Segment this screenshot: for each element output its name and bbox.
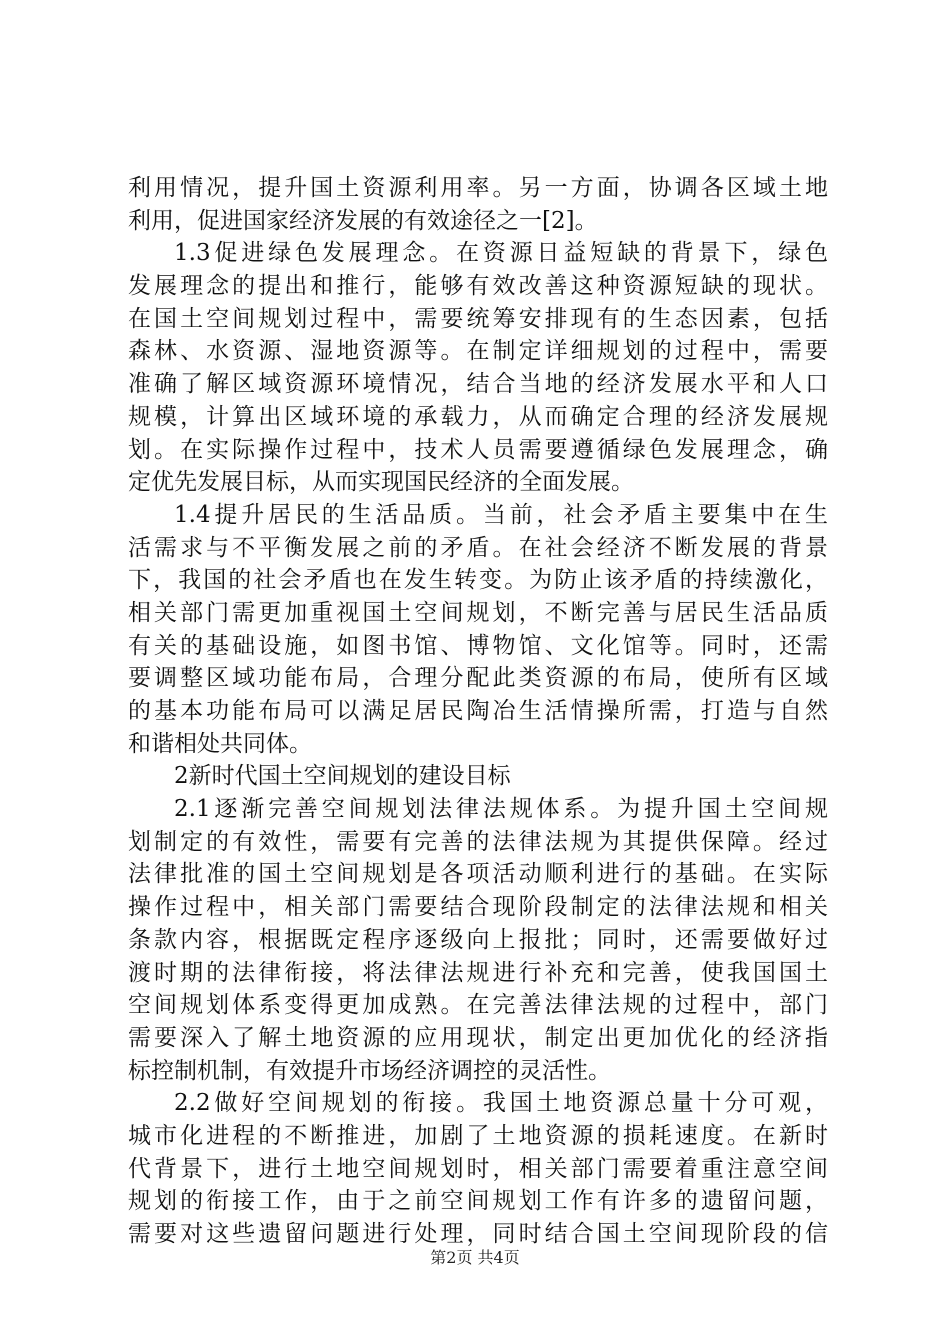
paragraph-first-line: 1.3促进绿色发展理念。在资源日益短缺的背景下，绿色	[174, 240, 828, 267]
body-line: 的基本功能布局可以满足居民陶冶生活情操所需，打造与自然	[128, 698, 828, 724]
body-line: 划制定的有效性，需要有完善的法律法规为其提供保障。经过	[128, 828, 828, 855]
body-line: 需要深入了解土地资源的应用现状，制定出更加优化的经济指	[128, 1024, 828, 1051]
body-line: 渡时期的法律衔接，将法律法规进行补充和完善，使我国国土	[128, 959, 828, 986]
body-line: 划。在实际操作过程中，技术人员需要遵循绿色发展理念，确	[128, 436, 828, 463]
body-line: 准确了解区域资源环境情况，结合当地的经济发展水平和人口	[128, 371, 828, 398]
paragraph-first-line: 2.1逐渐完善空间规划法律法规体系。为提升国土空间规	[174, 796, 828, 823]
body-line: 下，我国的社会矛盾也在发生转变。为防止该矛盾的持续激化，	[128, 567, 828, 594]
body-line: 发展理念的提出和推行，能够有效改善这种资源短缺的现状。	[128, 273, 828, 300]
paragraph-first-line: 2.2做好空间规划的衔接。我国土地资源总量十分可观，	[174, 1090, 828, 1117]
body-line: 法律批准的国土空间规划是各项活动顺利进行的基础。在实际	[128, 861, 828, 888]
body-line: 城市化进程的不断推进，加剧了土地资源的损耗速度。在新时	[128, 1122, 828, 1149]
body-line: 需要对这些遗留问题进行处理，同时结合国土空间现阶段的信	[128, 1221, 828, 1247]
body-line: 操作过程中，相关部门需要结合现阶段制定的法律法规和相关	[128, 894, 828, 921]
body-line: 活需求与不平衡发展之前的矛盾。在社会经济不断发展的背景	[128, 534, 828, 561]
body-line: 有关的基础设施，如图书馆、博物馆、文化馆等。同时，还需	[128, 632, 828, 659]
document-body	[128, 172, 828, 1251]
body-line: 条款内容，根据既定程序逐级向上报批；同时，还需要做好过	[128, 926, 828, 953]
body-line: 代背景下，进行土地空间规划时，相关部门需要着重注意空间	[128, 1155, 828, 1182]
body-line: 森林、水资源、湿地资源等。在制定详细规划的过程中，需要	[128, 338, 828, 365]
page-number-footer: 第2页 共4页	[430, 1248, 520, 1267]
section-heading: 2新时代国土空间规划的建设目标	[174, 763, 511, 790]
body-line: 相关部门需更加重视国土空间规划，不断完善与居民生活品质	[128, 599, 828, 626]
body-line: 利用情况，提升国土资源利用率。另一方面，协调各区域土地	[128, 175, 828, 201]
body-line: 和谐相处共同体。	[128, 730, 312, 757]
body-line: 在国土空间规划过程中，需要统筹安排现有的生态因素，包括	[128, 305, 828, 332]
body-line: 标控制机制，有效提升市场经济调控的灵活性。	[128, 1057, 611, 1084]
body-line: 空间规划体系变得更加成熟。在完善法律法规的过程中，部门	[128, 992, 828, 1019]
paragraph-first-line: 1.4提升居民的生活品质。当前，社会矛盾主要集中在生	[174, 501, 828, 528]
body-line: 利用，促进国家经济发展的有效途径之一[2]。	[128, 207, 598, 234]
body-line: 要调整区域功能布局，合理分配此类资源的布局，使所有区域	[128, 665, 828, 692]
body-line: 规模，计算出区域环境的承载力，从而确定合理的经济发展规	[128, 403, 828, 430]
body-line: 定优先发展目标，从而实现国民经济的全面发展。	[128, 469, 634, 496]
body-line: 规划的衔接工作，由于之前空间规划工作有许多的遗留问题，	[128, 1188, 828, 1215]
